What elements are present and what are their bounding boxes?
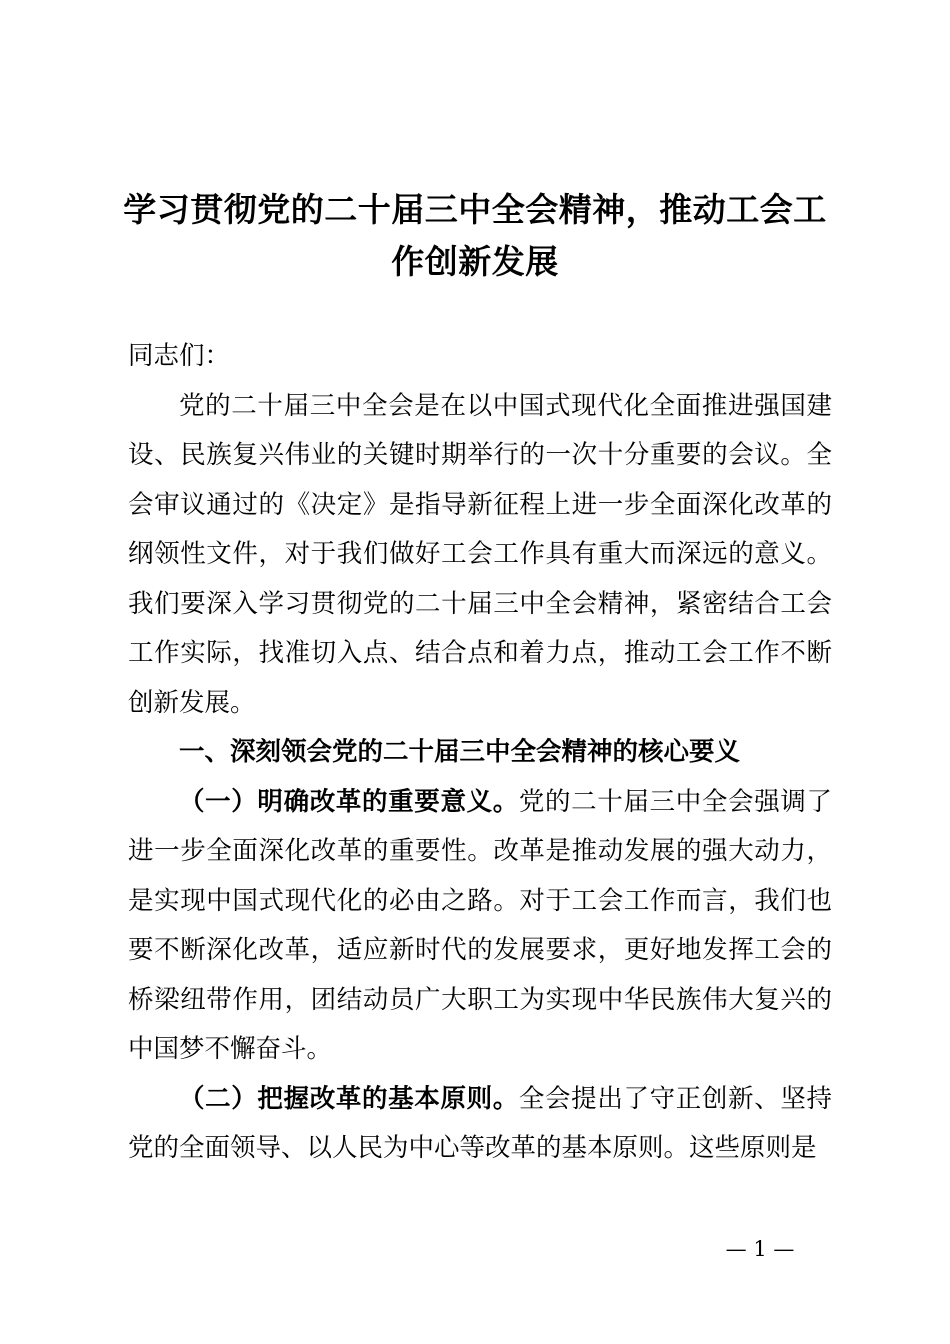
paragraph-text: 党的二十届三中全会强调了进一步全面深化改革的重要性。改革是推动发展的强大动力，是实现中国式现代化的必由之路。对于工会工作而言，我们也要不断深化改革，适应新时代的发展要求，更好地发挥工会的桥梁纽带作用，团结动员广大职工为实现中华民族伟大复兴的中国梦不懈奋斗。 (128, 786, 832, 1064)
paragraph-lead: （一）明确改革的重要意义。 (179, 786, 519, 817)
document-body (128, 332, 832, 1174)
salutation: 同志们： (128, 341, 231, 371)
paragraph-text: 全会提出了守正创新、坚持党的全面领导、以人民为中心等改革的基本原则。这些原则是 (128, 1083, 832, 1163)
section-heading: 一、深刻领会党的二十届三中全会精神的核心要义 (179, 737, 741, 767)
paragraph-item-1 (128, 778, 832, 1075)
paragraph-item-2 (128, 1075, 832, 1174)
intro-paragraph: 党的二十届三中全会是在以中国式现代化全面推进强国建设、民族复兴伟业的关键时期举行的一次十分重要的会议。全会审议通过的《决定》是指导新征程上进一步全面深化改革的纲领性文件，对于我们做好工会工作具有重大而深远的意义。我们要深入学习贯彻党的二十届三中全会精神，紧密结合工会工作实际，找准切入点、结合点和着力点，推动工会工作不断创新发展。 (128, 390, 832, 718)
document-title: 学习贯彻党的二十届三中全会精神，推动工会工作创新发展 (123, 190, 827, 281)
paragraph-lead: （二）把握改革的基本原则。 (179, 1083, 519, 1114)
page-number: — 1 — (725, 1237, 795, 1261)
